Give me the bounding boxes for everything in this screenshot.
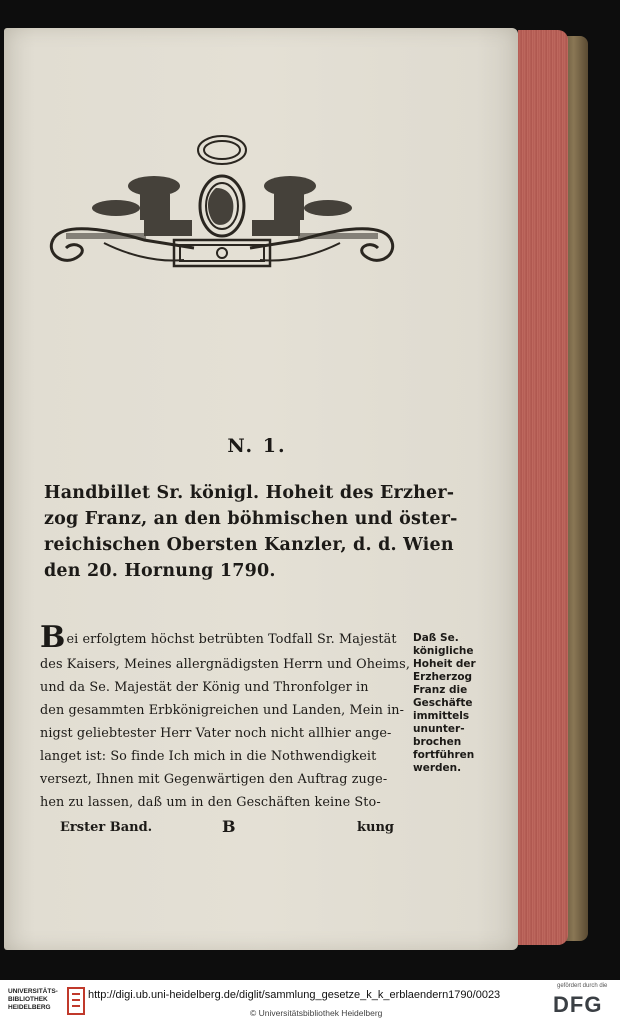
margin-note-line: immittels — [413, 710, 470, 722]
margin-note-line: fortführen — [413, 749, 475, 761]
title-line: reichischen Obersten Kanzler, d. d. Wien — [44, 535, 454, 555]
library-logo — [8, 988, 58, 1012]
viewer-footer — [0, 980, 620, 1025]
margin-note-line: werden. — [413, 762, 462, 774]
margin-note-line: Daß Se. — [413, 632, 459, 644]
logo-line: HEIDELBERG — [8, 1004, 51, 1011]
permalink-url[interactable]: http://digi.ub.uni-heidelberg.de/diglit/sammlung_gesetze_k_k_erblaendern1790/0023 — [88, 989, 501, 1001]
body-line: des Kaisers, Meines allergnädigsten Herrn und Oheims, — [40, 657, 410, 672]
margin-note-line: Franz die — [413, 684, 468, 696]
catchword: kung — [357, 820, 395, 835]
dfg-logo: DFG — [553, 992, 603, 1017]
title-line: Handbillet Sr. königl. Hoheit des Erzher- — [44, 483, 455, 503]
body-line: hen zu lassen, daß um in den Geschäften keine Sto- — [40, 795, 381, 810]
drop-capital: B — [40, 620, 66, 655]
copyright-notice: © Universitätsbibliothek Heidelberg — [250, 1008, 383, 1018]
margin-note-line: Geschäfte — [413, 697, 473, 709]
margin-note-line: ununter- — [413, 723, 465, 735]
body-line: und da Se. Majestät der König und Thronfolger in — [40, 680, 369, 695]
body-line: den gesammten Erbkönigreichen und Landen, Mein in- — [40, 703, 405, 718]
margin-note-line: brochen — [413, 736, 462, 748]
margin-note-line: Hoheit der — [413, 658, 476, 670]
body-line: versezt, Ihnen mit Gegenwärtigen den Auftrag zuge- — [40, 772, 388, 787]
library-emblem-icon — [66, 986, 86, 1016]
sheet-signature: B — [222, 817, 236, 836]
decorative-vignette — [44, 128, 400, 280]
body-line — [40, 620, 397, 655]
document-number-heading: N. 1. — [227, 435, 287, 457]
margin-note-line: Erzherzog — [413, 671, 473, 683]
logo-line: BIBLIOTHEK — [8, 996, 48, 1003]
title-line: den 20. Hornung 1790. — [44, 561, 276, 581]
volume-signature: Erster Band. — [60, 820, 153, 835]
funding-label: gefördert durch die — [557, 983, 608, 989]
page-block-red-edge — [518, 30, 568, 945]
logo-line: UNIVERSITÄTS- — [8, 988, 58, 995]
margin-note-line: königliche — [413, 645, 474, 657]
title-line: zog Franz, an den böhmischen und öster- — [44, 509, 458, 529]
body-line-text: ei erfolgtem höchst betrübten Todfall Sr. Majestät — [66, 632, 397, 647]
body-line: langet ist: So finde Ich mich in die Nothwendigkeit — [40, 749, 377, 764]
body-line: nigst geliebtester Herr Vater noch nicht allhier ange- — [40, 726, 392, 741]
